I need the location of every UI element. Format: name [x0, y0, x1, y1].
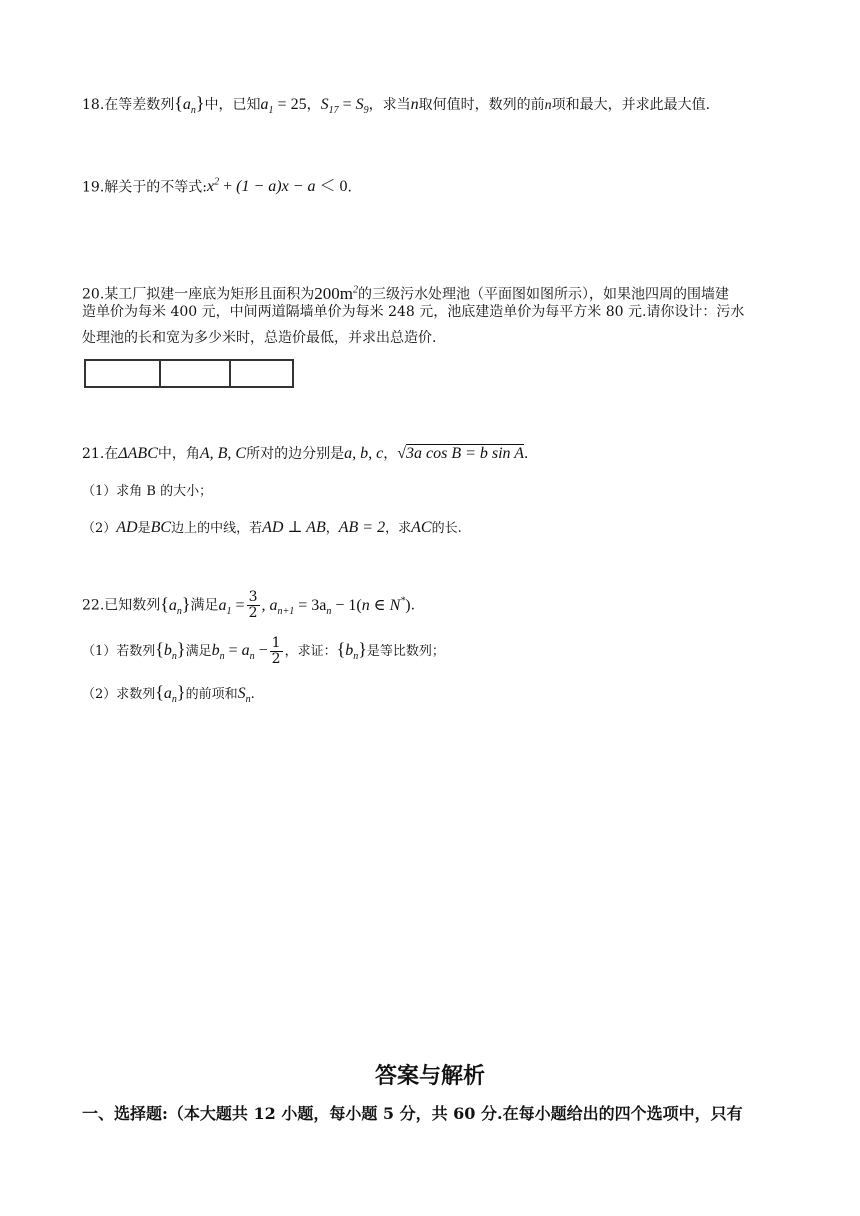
question-22-part-2: （2）求数列$\{a_n\}$的前项和$S_n$.: [82, 682, 255, 706]
question-20-line-1: 20.某工厂拟建一座底为矩形且面积为$200m^2$的三级污水处理池（平面图如图所示），如果池四周的围墙建: [82, 283, 729, 303]
question-19: 19.解关于的不等式$:x^2 + (1 - a)x - a < 0$.: [82, 177, 352, 196]
section-heading-multiple-choice: 一、选择题:（本大题共 12 小题，每小题 5 分，共 60 分.在每小题给出的四个选项中，只有: [82, 1104, 743, 1123]
partition-wall-1: [159, 361, 161, 386]
question-18: 18.在等差数列$\{a_n\}$中，已知$a_1 = 25$，$S_{17} = S_9$，求当n取何值时，数列的前n项和最大，并求此最大值.: [82, 93, 711, 117]
question-21-part-1: （1）求角 B 的大小；: [82, 484, 213, 499]
answer-section-title: 答案与解析: [374, 1064, 485, 1089]
question-21: 21.在ΔABC中，角A, B, C所对的边分别是a, b, c，√3a cos B = b sin A．: [82, 445, 539, 462]
question-20-line-2: 造单价为每米 400 元，中间两道隔墙单价为每米 248 元，池底建造单价为每平方米 80 元.请你设计：污水: [82, 304, 745, 320]
question-22-part-1: （1）若数列$\{b_n\}$满足$b_n = a_n$ − $\frac{1}{2}$ ，求证：$\{b_n\}$是等比数列；: [82, 635, 445, 667]
question-21-part-2: （2）AD是BC边上的中线，若AD ⊥ AB，AB = 2，求AC的长.: [82, 519, 462, 536]
pool-floor-plan-diagram: [84, 359, 294, 388]
partition-wall-2: [229, 361, 231, 386]
question-22: 22.已知数列$\{a_n\}$满足$a_1$ = $\frac{3}{2}$ , $a_{n+1} = 3a_n - 1(n$ ∈ N*).: [82, 589, 416, 621]
question-20-line-3: 处理池的长和宽为多少米时，总造价最低，并求出总造价.: [82, 330, 437, 346]
